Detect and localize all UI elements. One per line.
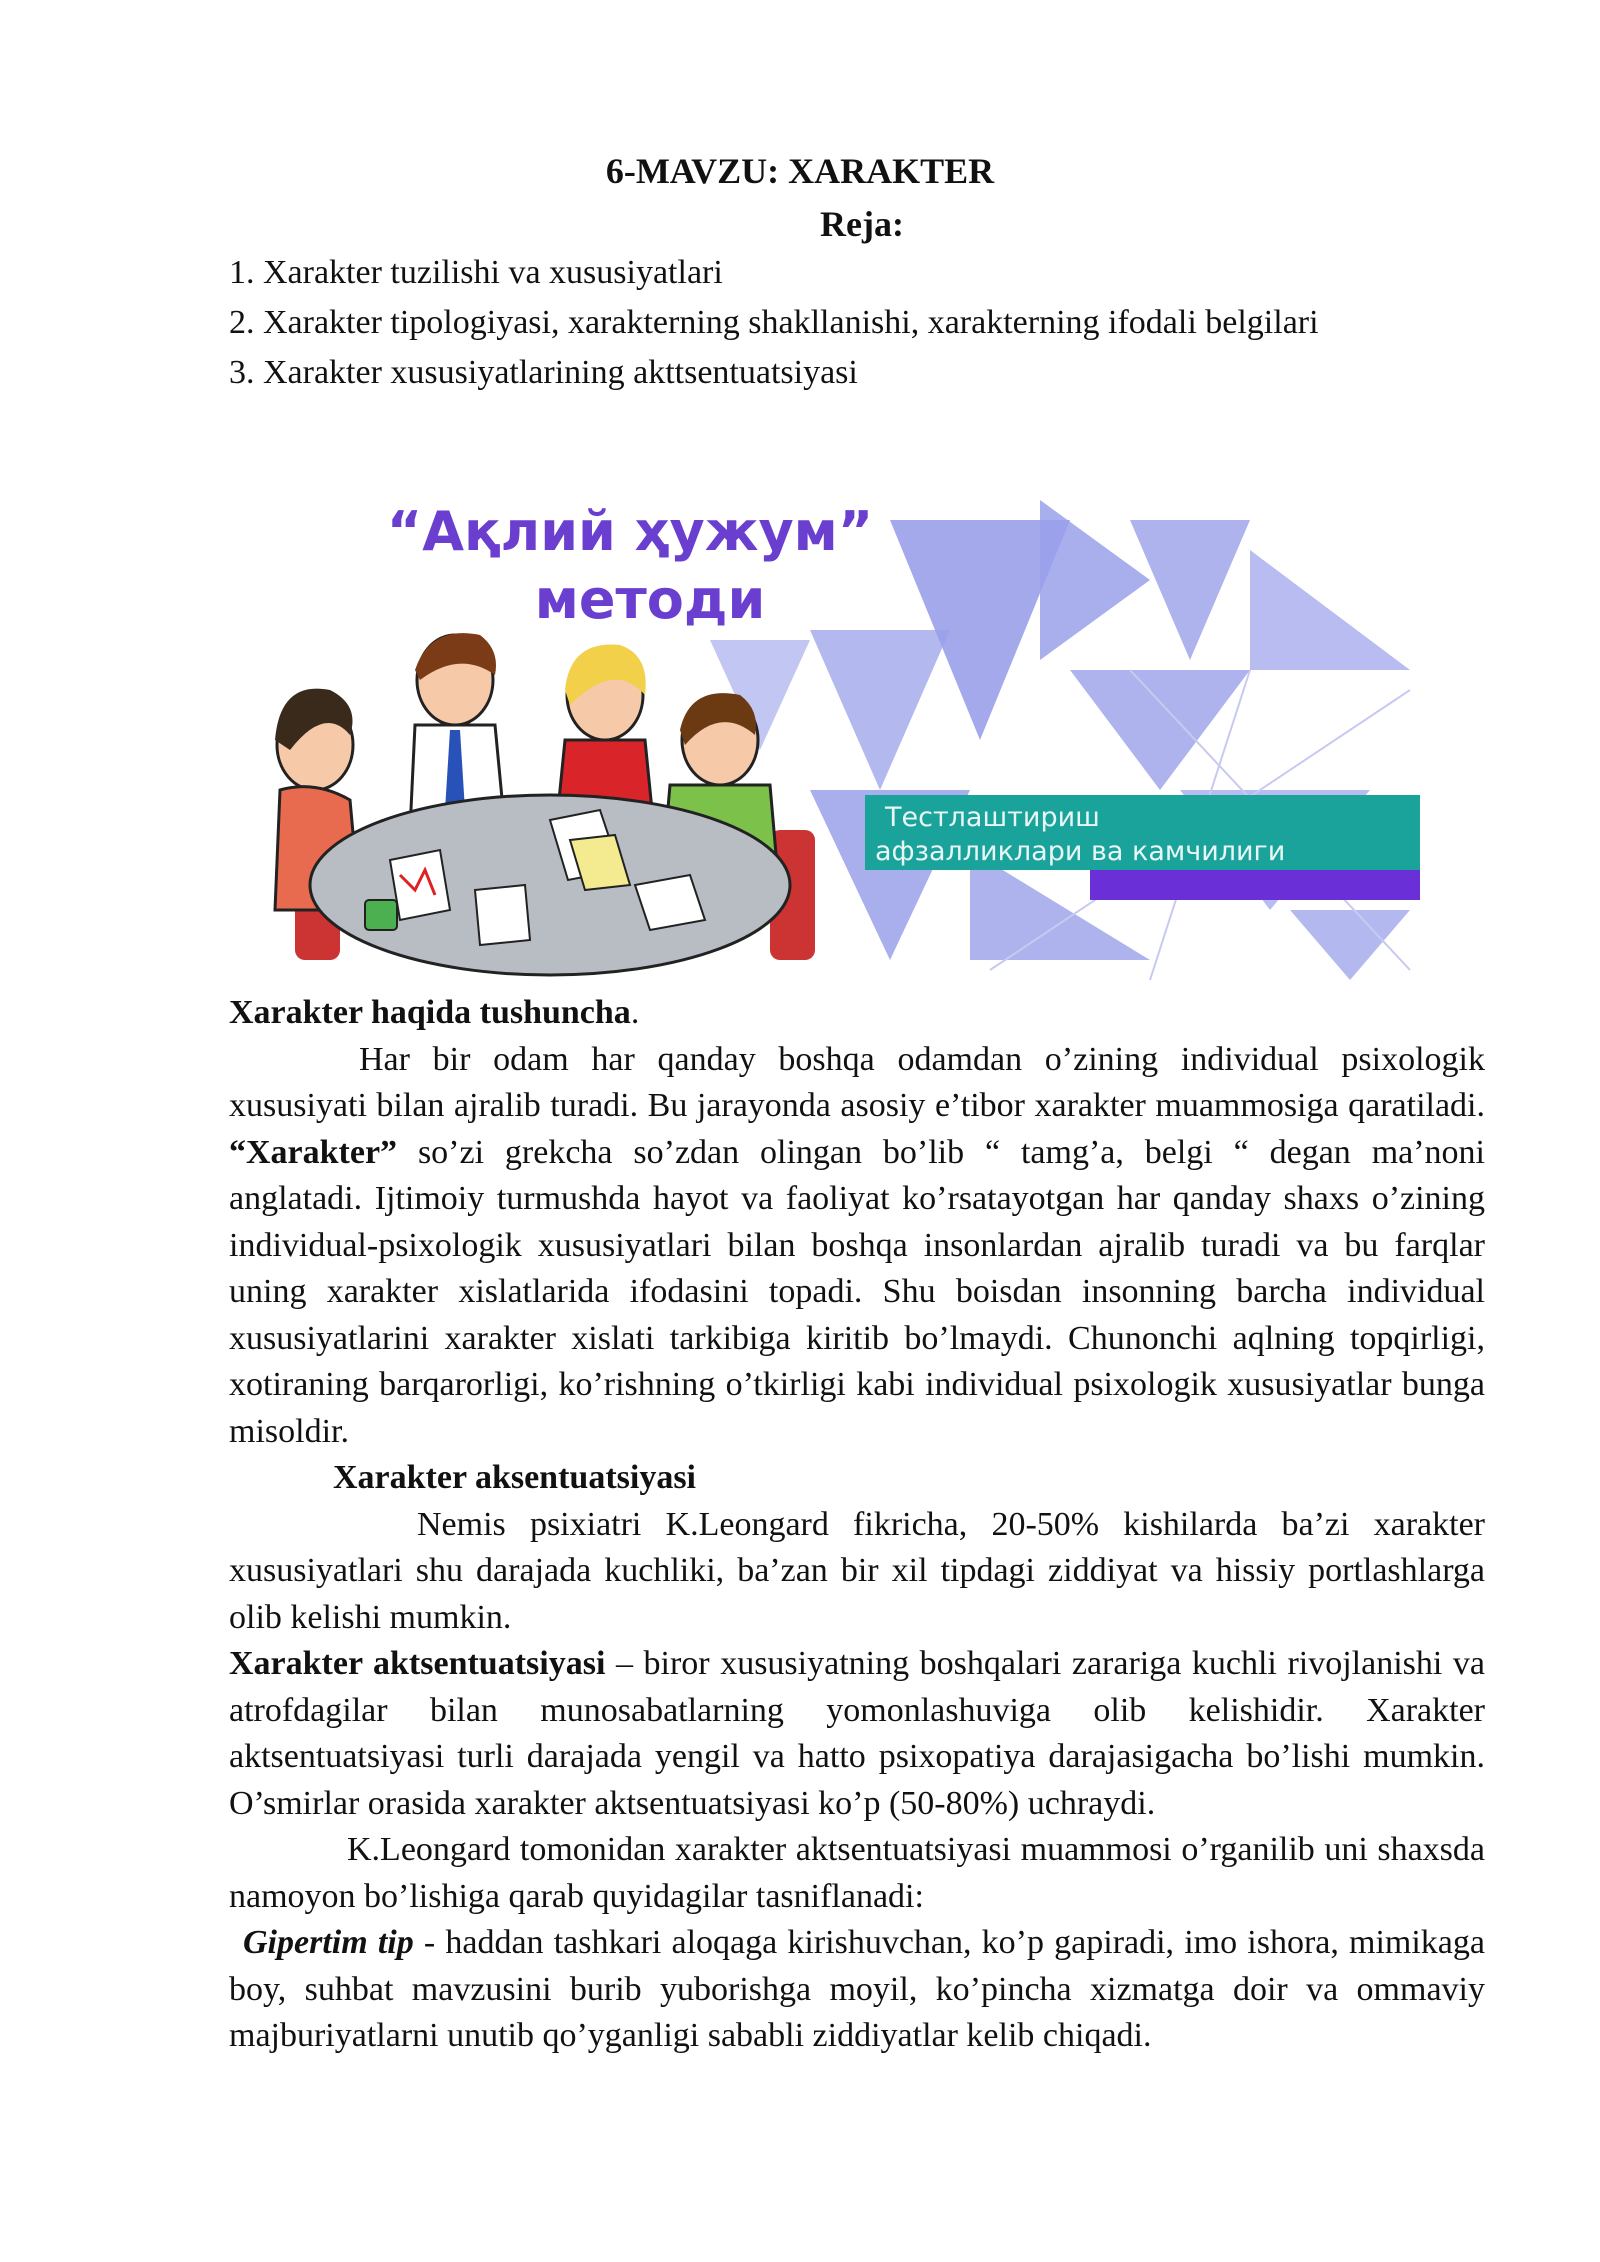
banner-text-line1: Тестлаштириш bbox=[885, 802, 1100, 833]
banner-text-line2: афзалликлари ва камчилиги bbox=[875, 836, 1286, 867]
document-body bbox=[229, 990, 1485, 2060]
section-heading-text: Xarakter aksentuatsiyasi bbox=[333, 1459, 696, 1496]
paragraph: Nemis psixiatri K.Leongard fikricha, 20-50% kishilarda ba’zi xarakter xususiyatlari shu darajada kuchliki, ba’zan bir xil tipdagi ziddiyat va hissiy portlashlarga olib kelishi mumkin. bbox=[229, 1505, 1485, 1636]
plan-list bbox=[229, 248, 1319, 398]
paragraph: K.Leongard tomonidan xarakter aktsentuatsiyasi muammosi o’rganilib uni shaxsda namoyon bo’lishiga qarab quyidagilar tasniflanadi: bbox=[229, 1831, 1485, 1915]
banner-bar bbox=[1090, 870, 1420, 900]
plan-item: 1. Xarakter tuzilishi va xususiyatlari bbox=[229, 254, 723, 291]
heading-period: . bbox=[630, 994, 640, 1031]
paragraph-text: - haddan tashkari aloqaga kirishuvchan, ko’p gapiradi, imo ishora, mimikaga boy, suhbat mavzusini burib yuborishga moyil, ko’pincha xizmatga doir va ommaviy majburiyatlarni unutib qo’yganligi sababli ziddiyatlar kelib chiqadi. bbox=[229, 1924, 1485, 2054]
paragraph-text: so’zi grekcha so’zdan olingan bo’lib “ tamg’a, belgi “ degan ma’noni anglatadi. Ijtimoiy turmushda hayot va faoliyat ko’rsatayotgan har qanday shaxs o’zining individual-psixologik xususiyatlari bilan boshqa insonlardan ajralib turadi va bu farqlar uning xarakter xislatlarida ifodasini topadi. Shu boisdan insonning barcha individual xususiyatlarini xarakter xislati tarkibiga kiritib bo’lmaydi. Chunonchi aqlning topqirligi, xotiraning barqarorligi, ko’rishning o’tkirligi kabi individual psixologik xususiyatlar bunga misoldir. bbox=[229, 1133, 1485, 1450]
illustration-headline-line2: методи bbox=[534, 568, 766, 631]
plan-item: 2. Xarakter tipologiyasi, xarakterning shakllanishi, xarakterning ifodali belgilari bbox=[229, 304, 1319, 341]
paragraph-text: – biror xususiyatning boshqalari zarariga kuchli rivojlanishi va atrofdagilar bilan munosabatlarning yomonlashuviga olib kelishidir. Xarakter aktsentuatsiyasi turli darajada yengil va hatto psixopatiya darajasigacha bo’lishi mumkin. O’smirlar orasida xarakter aktsentuatsiyasi ko’p (50-80%) uchraydi. bbox=[229, 1645, 1485, 1822]
illustration-headline-line1: “Ақлий ҳужум” bbox=[386, 500, 874, 563]
plan-item: 3. Xarakter xususiyatlarining akttsentuatsiyasi bbox=[229, 354, 858, 391]
paragraph bbox=[229, 1641, 1485, 1827]
section-heading bbox=[229, 990, 1485, 1037]
page-title: 6-MAVZU: XARAKTER bbox=[605, 151, 995, 191]
type-term: Gipertim tip bbox=[243, 1924, 414, 1961]
defined-term: Xarakter aktsentuatsiyasi bbox=[229, 1645, 606, 1682]
brainstorm-illustration bbox=[250, 490, 1420, 985]
section-heading-text: Xarakter haqida tushuncha bbox=[229, 994, 631, 1031]
section-heading bbox=[229, 1455, 1485, 1502]
paragraph bbox=[229, 1920, 1485, 2060]
paragraph-text: Har bir odam har qanday boshqa odamdan o’zining individual psixologik xususiyati bilan ajralib turadi. Bu jarayonda asosiy e’tibor xarakter muammosiga qaratiladi. bbox=[229, 1040, 1485, 1124]
plan-heading: Reja: bbox=[820, 204, 904, 244]
emphasis-term: “Xarakter” bbox=[229, 1133, 398, 1171]
paragraph bbox=[229, 1037, 1485, 1456]
